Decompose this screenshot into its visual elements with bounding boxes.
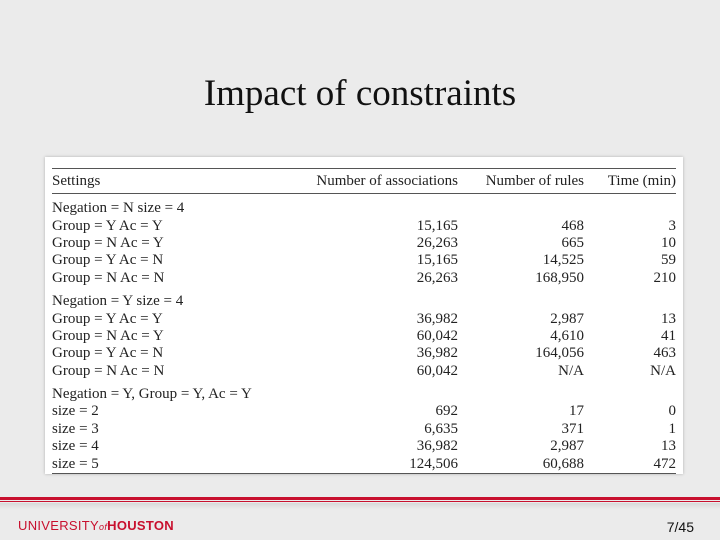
cell-settings: Negation = N size = 4 [52,200,185,217]
cell-time: 59 [661,252,676,269]
header-associations: Number of associations [298,169,458,194]
cell-time [584,380,676,403]
cell-associations: 15,165 [416,217,458,234]
cell-settings: size = 4 [52,438,99,455]
table-row [52,438,676,455]
slide-title: Impact of constraints [203,73,517,114]
cell-associations: 124,506 [298,455,458,473]
table-row [52,235,676,252]
cell-rules [458,287,584,310]
cell-settings: size = 2 [52,403,99,420]
header-settings: Settings [52,169,298,194]
footer-rule [0,497,720,500]
cell-associations: 60,042 [416,327,458,344]
cell-associations: 36,982 [416,438,458,455]
header-time: Time (min) [584,169,676,194]
cell-associations: 60,042 [416,362,458,379]
cell-associations [298,194,458,218]
table-row [52,252,676,269]
cell-rules: 371 [561,420,584,437]
table-row [52,310,676,327]
table-row [52,217,676,234]
cell-time: 1 [668,420,676,437]
cell-rules: N/A [558,362,584,379]
table-header-row [52,169,676,194]
cell-associations [298,287,458,310]
cell-associations: 26,263 [416,234,458,251]
cell-time: N/A [650,362,676,379]
cell-rules: 164,056 [535,345,584,362]
cell-settings: Negation = Y size = 4 [52,293,184,310]
logo-houston: HOUSTON [107,518,174,533]
cell-settings: size = 3 [52,420,99,437]
logo-of: of [99,522,108,532]
cell-rules: 168,950 [535,269,584,286]
cell-rules: 2,987 [550,310,584,327]
cell-settings: Group = Y Ac = N [52,252,164,269]
cell-rules: 60,688 [458,455,584,473]
cell-settings: Group = Y Ac = Y [52,310,163,327]
cell-associations [298,380,458,403]
cell-rules [458,194,584,218]
table-body [52,194,676,474]
cell-rules: 17 [569,403,584,420]
cell-time: 0 [668,403,676,420]
cell-associations: 26,263 [416,269,458,286]
cell-rules: 468 [561,217,584,234]
cell-rules: 14,525 [542,252,584,269]
results-table [52,168,676,474]
cell-associations: 692 [435,403,458,420]
table-row [52,328,676,345]
cell-settings: Group = Y Ac = Y [52,217,163,234]
cell-settings: Negation = Y, Group = Y, Ac = Y [52,386,252,403]
table-row [52,345,676,362]
cell-time: 3 [668,217,676,234]
cell-rules: 2,987 [550,438,584,455]
cell-time: 10 [661,234,676,251]
logo-university: UNIVERSITY [18,518,100,533]
cell-rules [458,380,584,403]
cell-settings: size = 5 [52,455,298,473]
cell-time: 13 [661,438,676,455]
table-row [52,455,676,473]
footer-rule-thin [0,501,720,502]
header-rules: Number of rules [458,169,584,194]
results-table-panel [45,157,683,474]
cell-time [584,287,676,310]
cell-settings: Group = N Ac = Y [52,327,164,344]
cell-time: 210 [653,269,676,286]
cell-settings: Group = N Ac = N [52,269,165,286]
table-row [52,194,676,218]
cell-settings: Group = N Ac = Y [52,234,164,251]
cell-associations: 15,165 [416,252,458,269]
footer-shadow [0,503,720,509]
cell-time: 472 [584,455,676,473]
cell-settings: Group = N Ac = N [52,362,165,379]
table-row [52,421,676,438]
cell-rules: 4,610 [550,327,584,344]
cell-time [584,194,676,218]
cell-associations: 6,635 [424,420,458,437]
table-row [52,380,676,403]
table-row [52,363,676,380]
university-logo [18,518,174,533]
cell-associations: 36,982 [416,310,458,327]
cell-associations: 36,982 [416,345,458,362]
cell-rules: 665 [561,234,584,251]
table-row [52,270,676,287]
cell-time: 41 [661,327,676,344]
page-number: 7/45 [666,519,694,535]
table-row [52,403,676,420]
table-row [52,287,676,310]
cell-time: 13 [661,310,676,327]
cell-settings: Group = Y Ac = N [52,345,164,362]
cell-time: 463 [653,345,676,362]
